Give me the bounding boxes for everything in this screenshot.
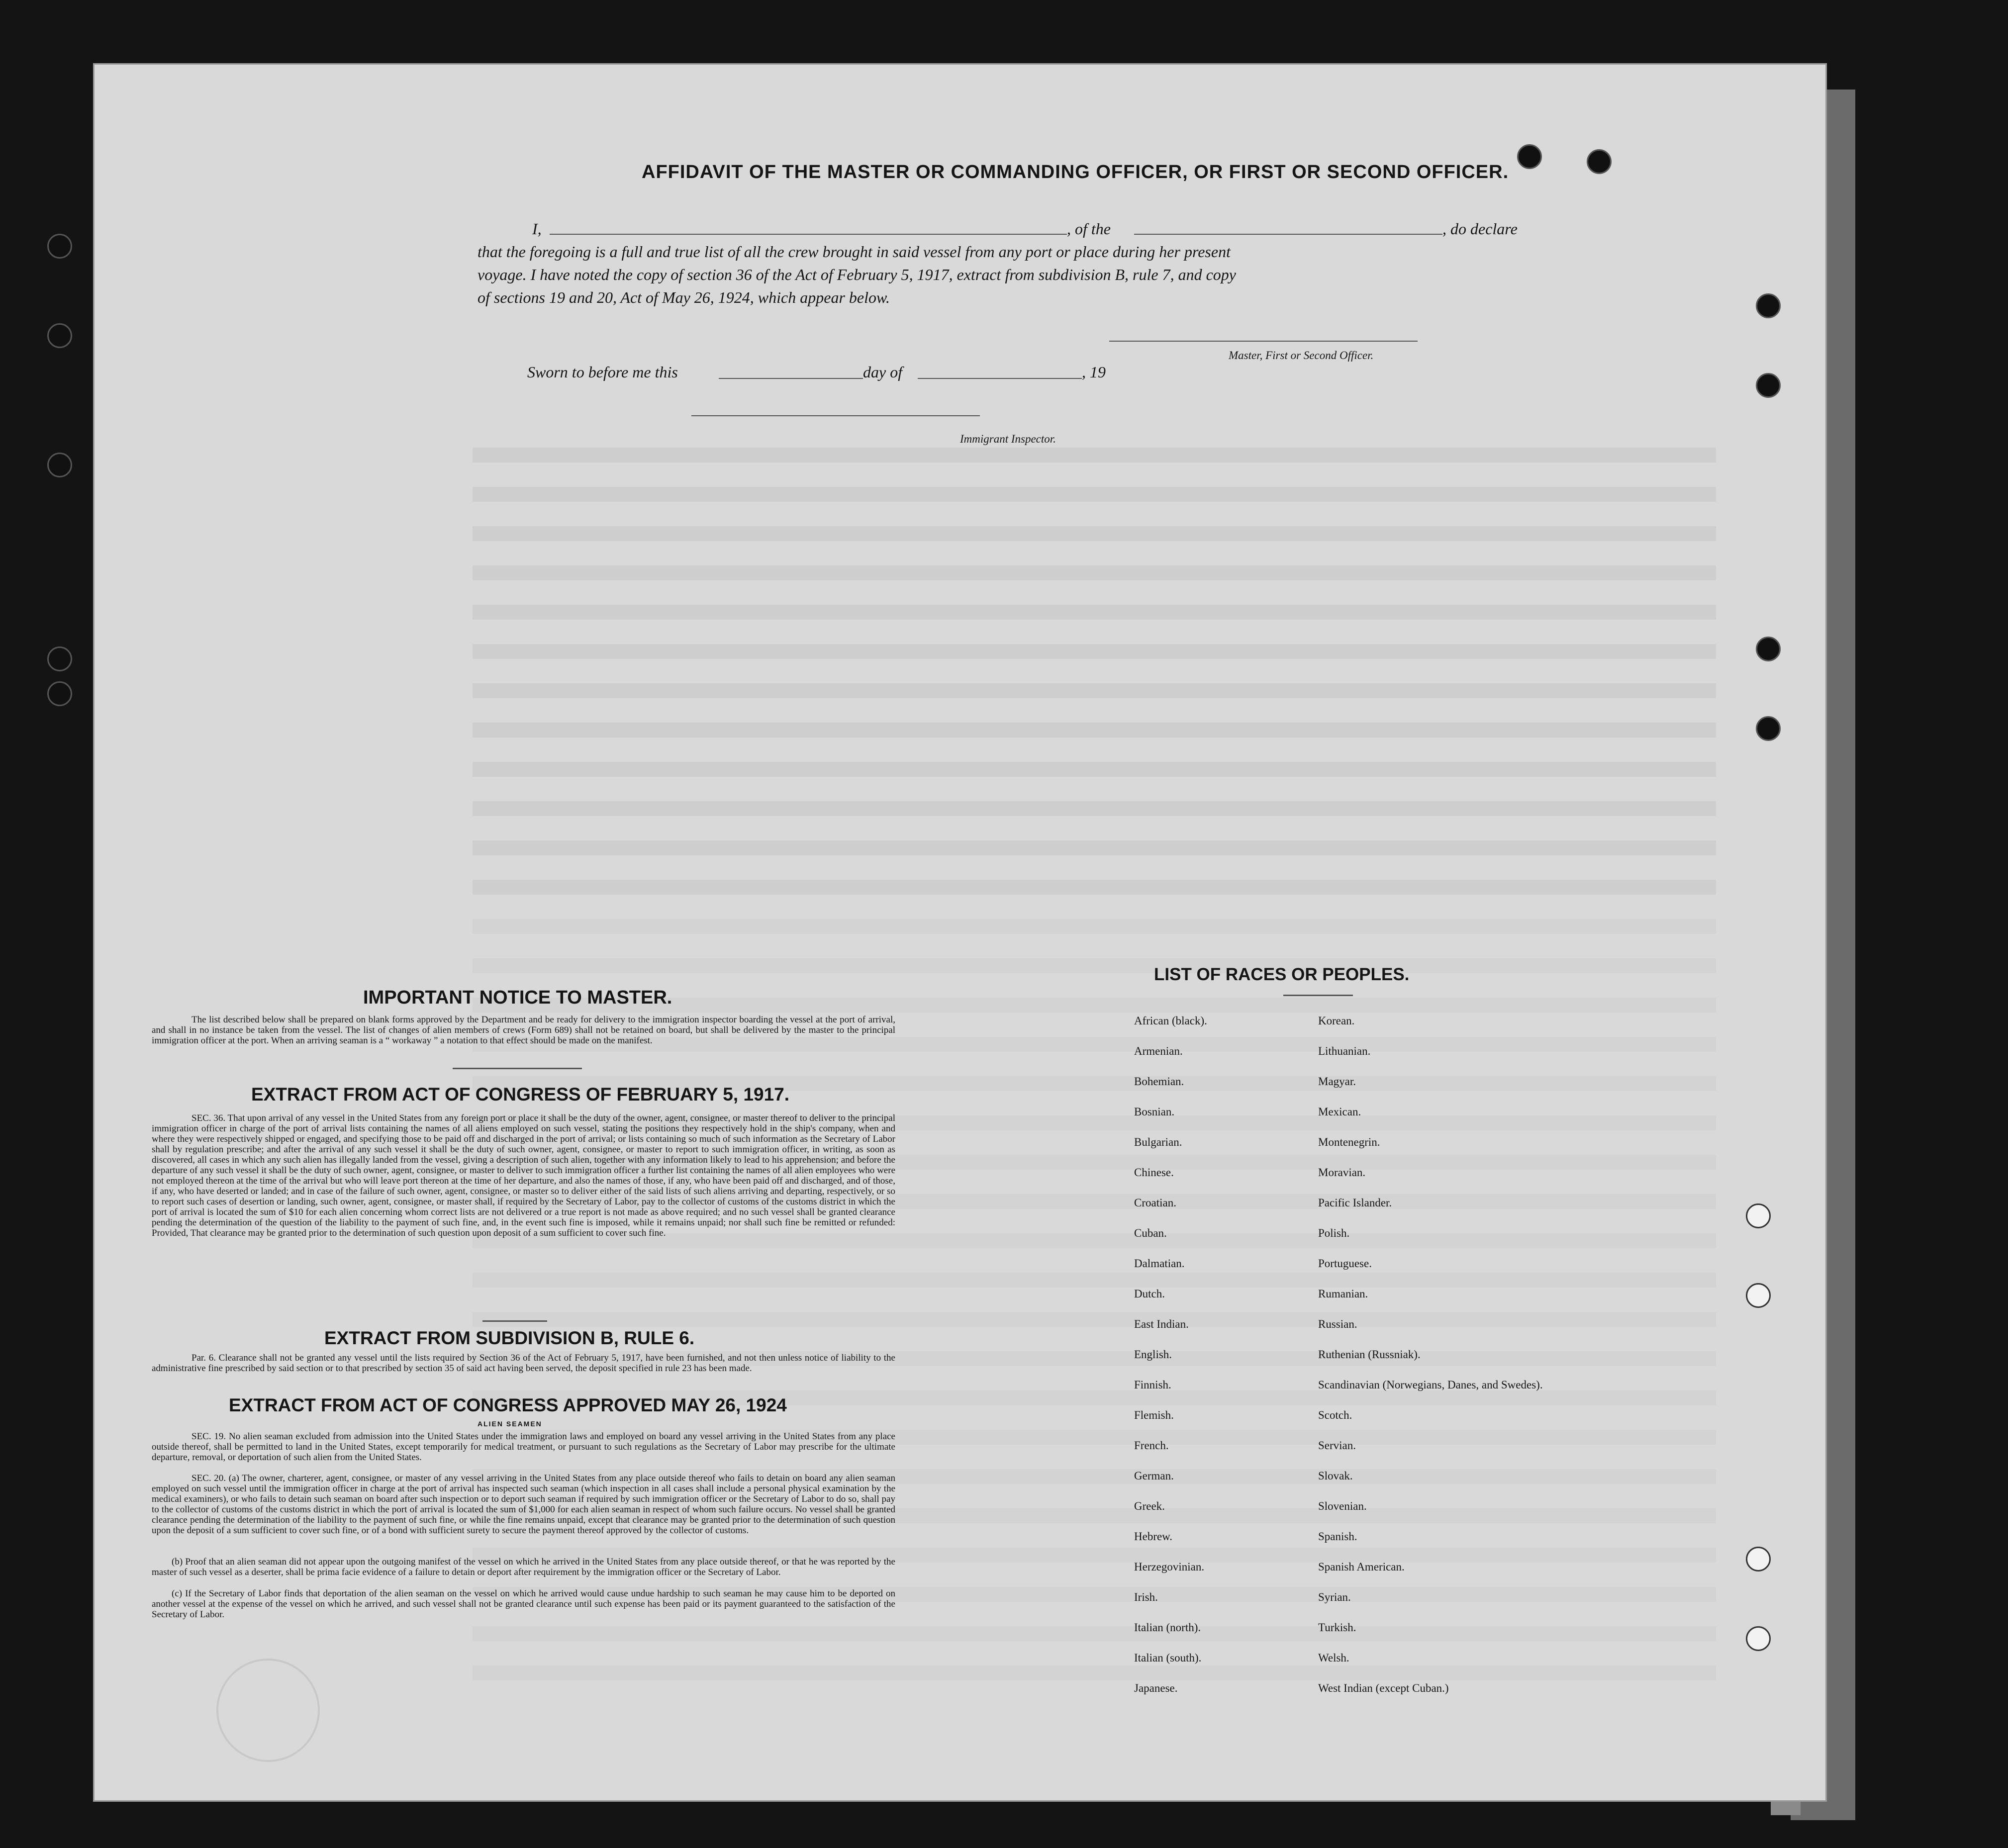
race-item: Syrian.	[1318, 1591, 1351, 1603]
bleed-through-row	[473, 958, 1716, 973]
master-signature-label: Master, First or Second Officer.	[1229, 349, 1374, 362]
extract-1924-sec20b: (b) Proof that an alien seaman did not appear upon the outgoing manifest of the vessel on which he arrived in the United States from any place outside thereof, or that he was reported by the master of such vessel as a deserter, shall be prima facie evidence of a failure to detain or deport after requirement by the immigration officer or the Secretary of Labor.	[152, 1557, 895, 1577]
affidavit-body-2: voyage. I have noted the copy of section 36 of the Act of February 5, 1917, extract from subdivision B, rule 7, and copy	[478, 266, 1236, 283]
name-blank	[550, 234, 1067, 235]
race-item: Dutch.	[1134, 1288, 1165, 1300]
race-item: Bulgarian.	[1134, 1136, 1182, 1148]
race-item: Cuban.	[1134, 1227, 1167, 1239]
race-item: Bohemian.	[1134, 1075, 1184, 1088]
race-item: Lithuanian.	[1318, 1045, 1371, 1057]
master-signature-line	[1109, 341, 1418, 342]
extract-rule6-text: Par. 6. Clearance shall not be granted any vessel until the lists required by Section 36 of the Act of February 5, 1917, have been furnished, and not then unless notice of liability to the administrative fine prescribed by said section or to that prescribed by section 35 of said act having been served, the deposit specified in rule 23 has been made.	[152, 1353, 895, 1374]
bleed-through-ledger	[95, 65, 1825, 1800]
extract-1924-sec19: SEC. 19. No alien seaman excluded from admission into the United States under the immigration laws and employed on board any vessel arriving in the United States from any place outside thereof, shall be permitted to land in the United States, except temporarily for medical treatment, or pursuant to such regulations as the Secretary of Labor may prescribe for the ultimate departure, removal, or deportation of such alien from the United States.	[152, 1431, 895, 1463]
divider	[453, 1068, 582, 1069]
bleed-through-row	[473, 526, 1716, 541]
race-item: Italian (north).	[1134, 1621, 1201, 1634]
notice-text: The list described below shall be prepared on blank forms approved by the Department and be ready for delivery to the immigration inspector boarding the vessel at the port of arrival, and shall in no instance be taken from the vessel. The list of changes of alien members of crews (Form 689) shall not be retained on board, but shall be delivered by the master to the principal immigration officer at the port. When an arriving seaman is a “ workaway ” a notation to that effect should be made on the manifest.	[152, 1015, 895, 1046]
punch-hole	[1756, 293, 1781, 318]
bleed-through-row	[473, 448, 1716, 462]
notice-title: IMPORTANT NOTICE TO MASTER.	[363, 987, 672, 1008]
vessel-blank	[1134, 234, 1442, 235]
punch-hole	[1746, 1283, 1771, 1308]
sworn-year: , 19	[1082, 363, 1106, 381]
inspector-signature-line	[691, 415, 980, 416]
bleed-through-row	[473, 762, 1716, 777]
punch-hole	[47, 323, 72, 348]
bleed-through-row	[473, 723, 1716, 738]
punch-hole	[47, 234, 72, 259]
race-item: Flemish.	[1134, 1409, 1174, 1421]
race-item: English.	[1134, 1348, 1172, 1361]
inspector-label: Immigrant Inspector.	[960, 433, 1056, 445]
race-item: Chinese.	[1134, 1166, 1174, 1179]
race-item: Welsh.	[1318, 1652, 1349, 1664]
extract-1924-title: EXTRACT FROM ACT OF CONGRESS APPROVED MAY 26, 1924	[229, 1395, 787, 1415]
race-item: Slovenian.	[1318, 1500, 1367, 1512]
manifest-page	[95, 65, 1825, 1800]
extract-1917-title: EXTRACT FROM ACT OF CONGRESS OF FEBRUARY 5, 1917.	[251, 1084, 790, 1105]
race-item: Bosnian.	[1134, 1106, 1175, 1118]
race-item: Mexican.	[1318, 1106, 1361, 1118]
extract-1924-subtitle: ALIEN SEAMEN	[478, 1420, 542, 1428]
race-item: Turkish.	[1318, 1621, 1356, 1634]
divider	[482, 1320, 547, 1322]
extract-rule6-title: EXTRACT FROM SUBDIVISION B, RULE 6.	[324, 1328, 695, 1348]
race-item: Herzegovinian.	[1134, 1561, 1205, 1573]
punch-hole	[1746, 1203, 1771, 1228]
race-item: Polish.	[1318, 1227, 1350, 1239]
divider	[1283, 995, 1353, 996]
affidavit-do-declare: , do declare	[1442, 220, 1518, 238]
race-item: East Indian.	[1134, 1318, 1189, 1330]
race-item: Japanese.	[1134, 1682, 1178, 1694]
race-item: Ruthenian (Russniak).	[1318, 1348, 1421, 1361]
punch-hole	[47, 453, 72, 477]
punch-hole	[1756, 637, 1781, 661]
race-item: Pacific Islander.	[1318, 1197, 1392, 1209]
punch-hole	[47, 681, 72, 706]
bleed-through-row	[473, 605, 1716, 620]
punch-hole	[1517, 144, 1542, 169]
sworn-day-of: day of	[863, 363, 903, 381]
races-title: LIST OF RACES OR PEOPLES.	[1154, 965, 1410, 984]
bleed-through-row	[473, 683, 1716, 698]
bleed-through-row	[473, 487, 1716, 502]
affidavit-line-i: I,	[532, 220, 542, 238]
race-item: French.	[1134, 1439, 1169, 1452]
races-column-1	[1134, 1015, 1207, 1712]
race-item: Portuguese.	[1318, 1257, 1372, 1270]
race-item: Armenian.	[1134, 1045, 1183, 1057]
race-item: African (black).	[1134, 1015, 1207, 1027]
sworn-month-blank	[918, 378, 1082, 379]
sworn-day-blank	[719, 378, 863, 379]
race-item: Spanish.	[1318, 1530, 1357, 1543]
affidavit-body-3: of sections 19 and 20, Act of May 26, 1924, which appear below.	[478, 288, 890, 306]
affidavit-body-1: that the foregoing is a full and true list of all the crew brought in said vessel from any port or place during her present	[478, 243, 1231, 261]
extract-1924-sec20a: SEC. 20. (a) The owner, charterer, agent, consignee, or master of any vessel arriving in the United States from any place outside thereof who fails to detain on board any alien seaman employed on such vessel until the immigration officer in charge at the port of arrival has inspected such seaman (which inspection in all cases shall include a personal physical examination by the medical examiners), or who fails to detain such seaman on board after such inspection or to deport such seaman if required by such immigration officer or the Secretary of Labor to do so, shall pay to the collector of customs of the customs district in which the port of arrival is located the sum of $1,000 for each alien seaman in respect of whom such failure occurs. No vessel shall be granted clearance pending the determination of the liability to the payment of such fine, or while the fine remains unpaid, except that clearance may be granted prior to the determination of such question upon the deposit of a sum sufficient to cover such fine, or of a bond with sufficient surety to secure the payment thereof approved by the collector of customs.	[152, 1473, 895, 1536]
punch-hole	[1587, 149, 1612, 174]
race-item: Korean.	[1318, 1015, 1355, 1027]
race-item: Dalmatian.	[1134, 1257, 1185, 1270]
punch-hole	[1756, 373, 1781, 398]
punch-hole	[1746, 1626, 1771, 1651]
bleed-through-row	[473, 840, 1716, 855]
race-item: West Indian (except Cuban.)	[1318, 1682, 1449, 1694]
bleed-through-row	[473, 919, 1716, 934]
race-item: Hebrew.	[1134, 1530, 1173, 1543]
race-item: German.	[1134, 1470, 1174, 1482]
affidavit-of-the: , of the	[1067, 220, 1111, 238]
race-item: Servian.	[1318, 1439, 1356, 1452]
punch-hole	[1756, 716, 1781, 741]
race-item: Montenegrin.	[1318, 1136, 1380, 1148]
race-item: Scotch.	[1318, 1409, 1352, 1421]
extract-1917-text: SEC. 36. That upon arrival of any vessel in the United States from any foreign port or place it shall be the duty of the owner, agent, consignee, or master thereof to deliver to the principal immigration officer in charge of the port of arrival lists containing the names of all aliens employed on such vessel, stating the positions they respectively hold in the ship's company, when and where they were respectively shipped or engaged, and specifying those to be paid off and discharged in the port of arrival; or lists containing so much of such information as the Secretary of Labor shall by regulation prescribe; and after the arrival of any such vessel it shall be the duty of such owner, agent, consignee, or master to report to such immigration officer, in writing, as soon as discovered, all cases in which any such alien has illegally landed from the vessel, giving a description of such alien, together with any information likely to lead to his apprehension; and before the departure of any such vessel it shall be the duty of such owner, agent, consignee, or master to deliver to such immigration officer a further list containing the names of all alien employees who were not employed thereon at the time of the arrival but who will leave port thereon at the time of her departure, and also the names of those, if any, who have been paid off and discharged, and of those, if any, who have deserted or landed; and in case of the failure of such owner, agent, consignee, or master so to deliver either of the said lists of such aliens arriving and departing, respectively, or so to report such cases of desertion or landing, such owner, agent, consignee, or master shall, if required by the Secretary of Labor, pay to the collector of customs of the customs district in which the port of arrival is located the sum of $10 for each alien concerning whom correct lists are not delivered or a true report is not made as above required; and no such vessel shall be granted clearance pending the determination of the question of the liability to the payment of such fine, and, in the event such fine is imposed, while it remains unpaid; nor shall such fine be remitted or refunded: Provided, That clearance may be granted prior to the determination of such question upon deposit of a sum sufficient to cover such fine.	[152, 1113, 895, 1238]
race-item: Spanish American.	[1318, 1561, 1405, 1573]
race-item: Rumanian.	[1318, 1288, 1368, 1300]
affidavit-title: AFFIDAVIT OF THE MASTER OR COMMANDING OFFICER, OR FIRST OR SECOND OFFICER.	[642, 162, 1509, 183]
bleed-through-row	[473, 565, 1716, 580]
race-item: Scandinavian (Norwegians, Danes, and Swedes).	[1318, 1379, 1543, 1391]
race-item: Greek.	[1134, 1500, 1165, 1512]
extract-1924-sec20c: (c) If the Secretary of Labor finds that deportation of the alien seaman on the vessel on which he arrived would cause undue hardship to such seaman he may cause him to be deported on another vessel at the expense of the vessel on which he arrived, and such vessel shall not be granted clearance until such expense has been paid or its payment guaranteed to the satisfaction of the Secretary of Labor.	[152, 1588, 895, 1620]
race-item: Irish.	[1134, 1591, 1158, 1603]
race-item: Finnish.	[1134, 1379, 1171, 1391]
bleed-through-row	[473, 880, 1716, 895]
race-item: Croatian.	[1134, 1197, 1176, 1209]
punch-hole	[1746, 1547, 1771, 1571]
punch-hole	[47, 647, 72, 671]
races-column-2	[1318, 1015, 1543, 1712]
race-item: Russian.	[1318, 1318, 1357, 1330]
race-item: Italian (south).	[1134, 1652, 1202, 1664]
faint-seal-stamp	[216, 1659, 320, 1762]
race-item: Slovak.	[1318, 1470, 1353, 1482]
bleed-through-row	[473, 801, 1716, 816]
bleed-through-row	[473, 644, 1716, 659]
sworn-prefix: Sworn to before me this	[527, 363, 678, 381]
race-item: Moravian.	[1318, 1166, 1366, 1179]
race-item: Magyar.	[1318, 1075, 1356, 1088]
